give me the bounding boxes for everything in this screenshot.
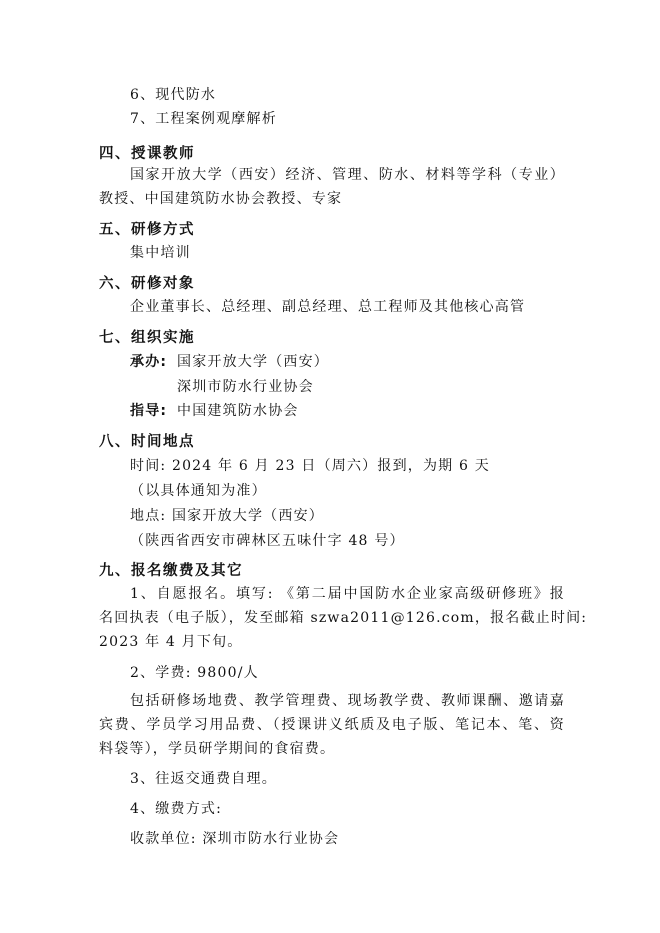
registration-para1-line2: 名回执表（电子版），发至邮箱 szwa2011@126.com，报名截止时间: <box>99 610 588 626</box>
registration-para1-line3: 2023 年 4 月下旬。 <box>99 634 243 650</box>
host-org-1: 国家开放大学（西安） <box>177 354 329 370</box>
payee-text: 收款单位: 深圳市防水行业协会 <box>130 831 340 847</box>
teachers-text-line1: 国家开放大学（西安）经济、管理、防水、材料等学科（专业） <box>130 167 565 183</box>
section-heading-organization: 七、组织实施 <box>99 330 195 346</box>
host-label: 承办: <box>130 354 168 370</box>
guide-org: 中国建筑防水协会 <box>177 403 299 419</box>
tuition-text: 2、学费: 9800/人 <box>130 665 259 681</box>
transport-text: 3、往返交通费自理。 <box>130 771 277 787</box>
section-heading-study-mode: 五、研修方式 <box>99 222 195 238</box>
host-org-2: 深圳市防水行业协会 <box>177 379 314 395</box>
fee-includes-line1: 包括研修场地费、教学管理费、现场教学费、教师课酬、邀请嘉 <box>130 693 565 709</box>
guide-label: 指导: <box>130 403 168 419</box>
payment-method-text: 4、缴费方式: <box>130 801 223 817</box>
fee-includes-line2: 宾费、学员学习用品费、（授课讲义纸质及电子版、笔记本、笔、资 <box>99 717 565 733</box>
section-heading-registration: 九、报名缴费及其它 <box>99 563 243 579</box>
teachers-text-line2: 教授、中国建筑防水协会教授、专家 <box>99 191 343 207</box>
list-item-7: 7、工程案例观摩解析 <box>130 111 277 127</box>
time-note: （以具体通知为准） <box>130 483 267 499</box>
place-note: （陕西省西安市碑林区五味什字 48 号） <box>130 533 405 549</box>
study-mode-text: 集中培训 <box>130 245 191 261</box>
fee-includes-line3: 料袋等），学员研学期间的食宿费。 <box>99 741 336 757</box>
section-heading-target-audience: 六、研修对象 <box>99 276 195 292</box>
place-text: 地点: 国家开放大学（西安） <box>130 508 324 524</box>
section-heading-teachers: 四、授课教师 <box>99 146 195 162</box>
section-heading-time-place: 八、时间地点 <box>99 434 195 450</box>
target-audience-text: 企业董事长、总经理、副总经理、总工程师及其他核心高管 <box>130 299 526 315</box>
list-item-6: 6、现代防水 <box>130 87 217 103</box>
registration-para1-line1: 1、自愿报名。填写: 《第二届中国防水企业家高级研修班》报 <box>130 586 565 602</box>
time-text: 时间: 2024 年 6 月 23 日（周六）报到，为期 6 天 <box>130 458 490 474</box>
